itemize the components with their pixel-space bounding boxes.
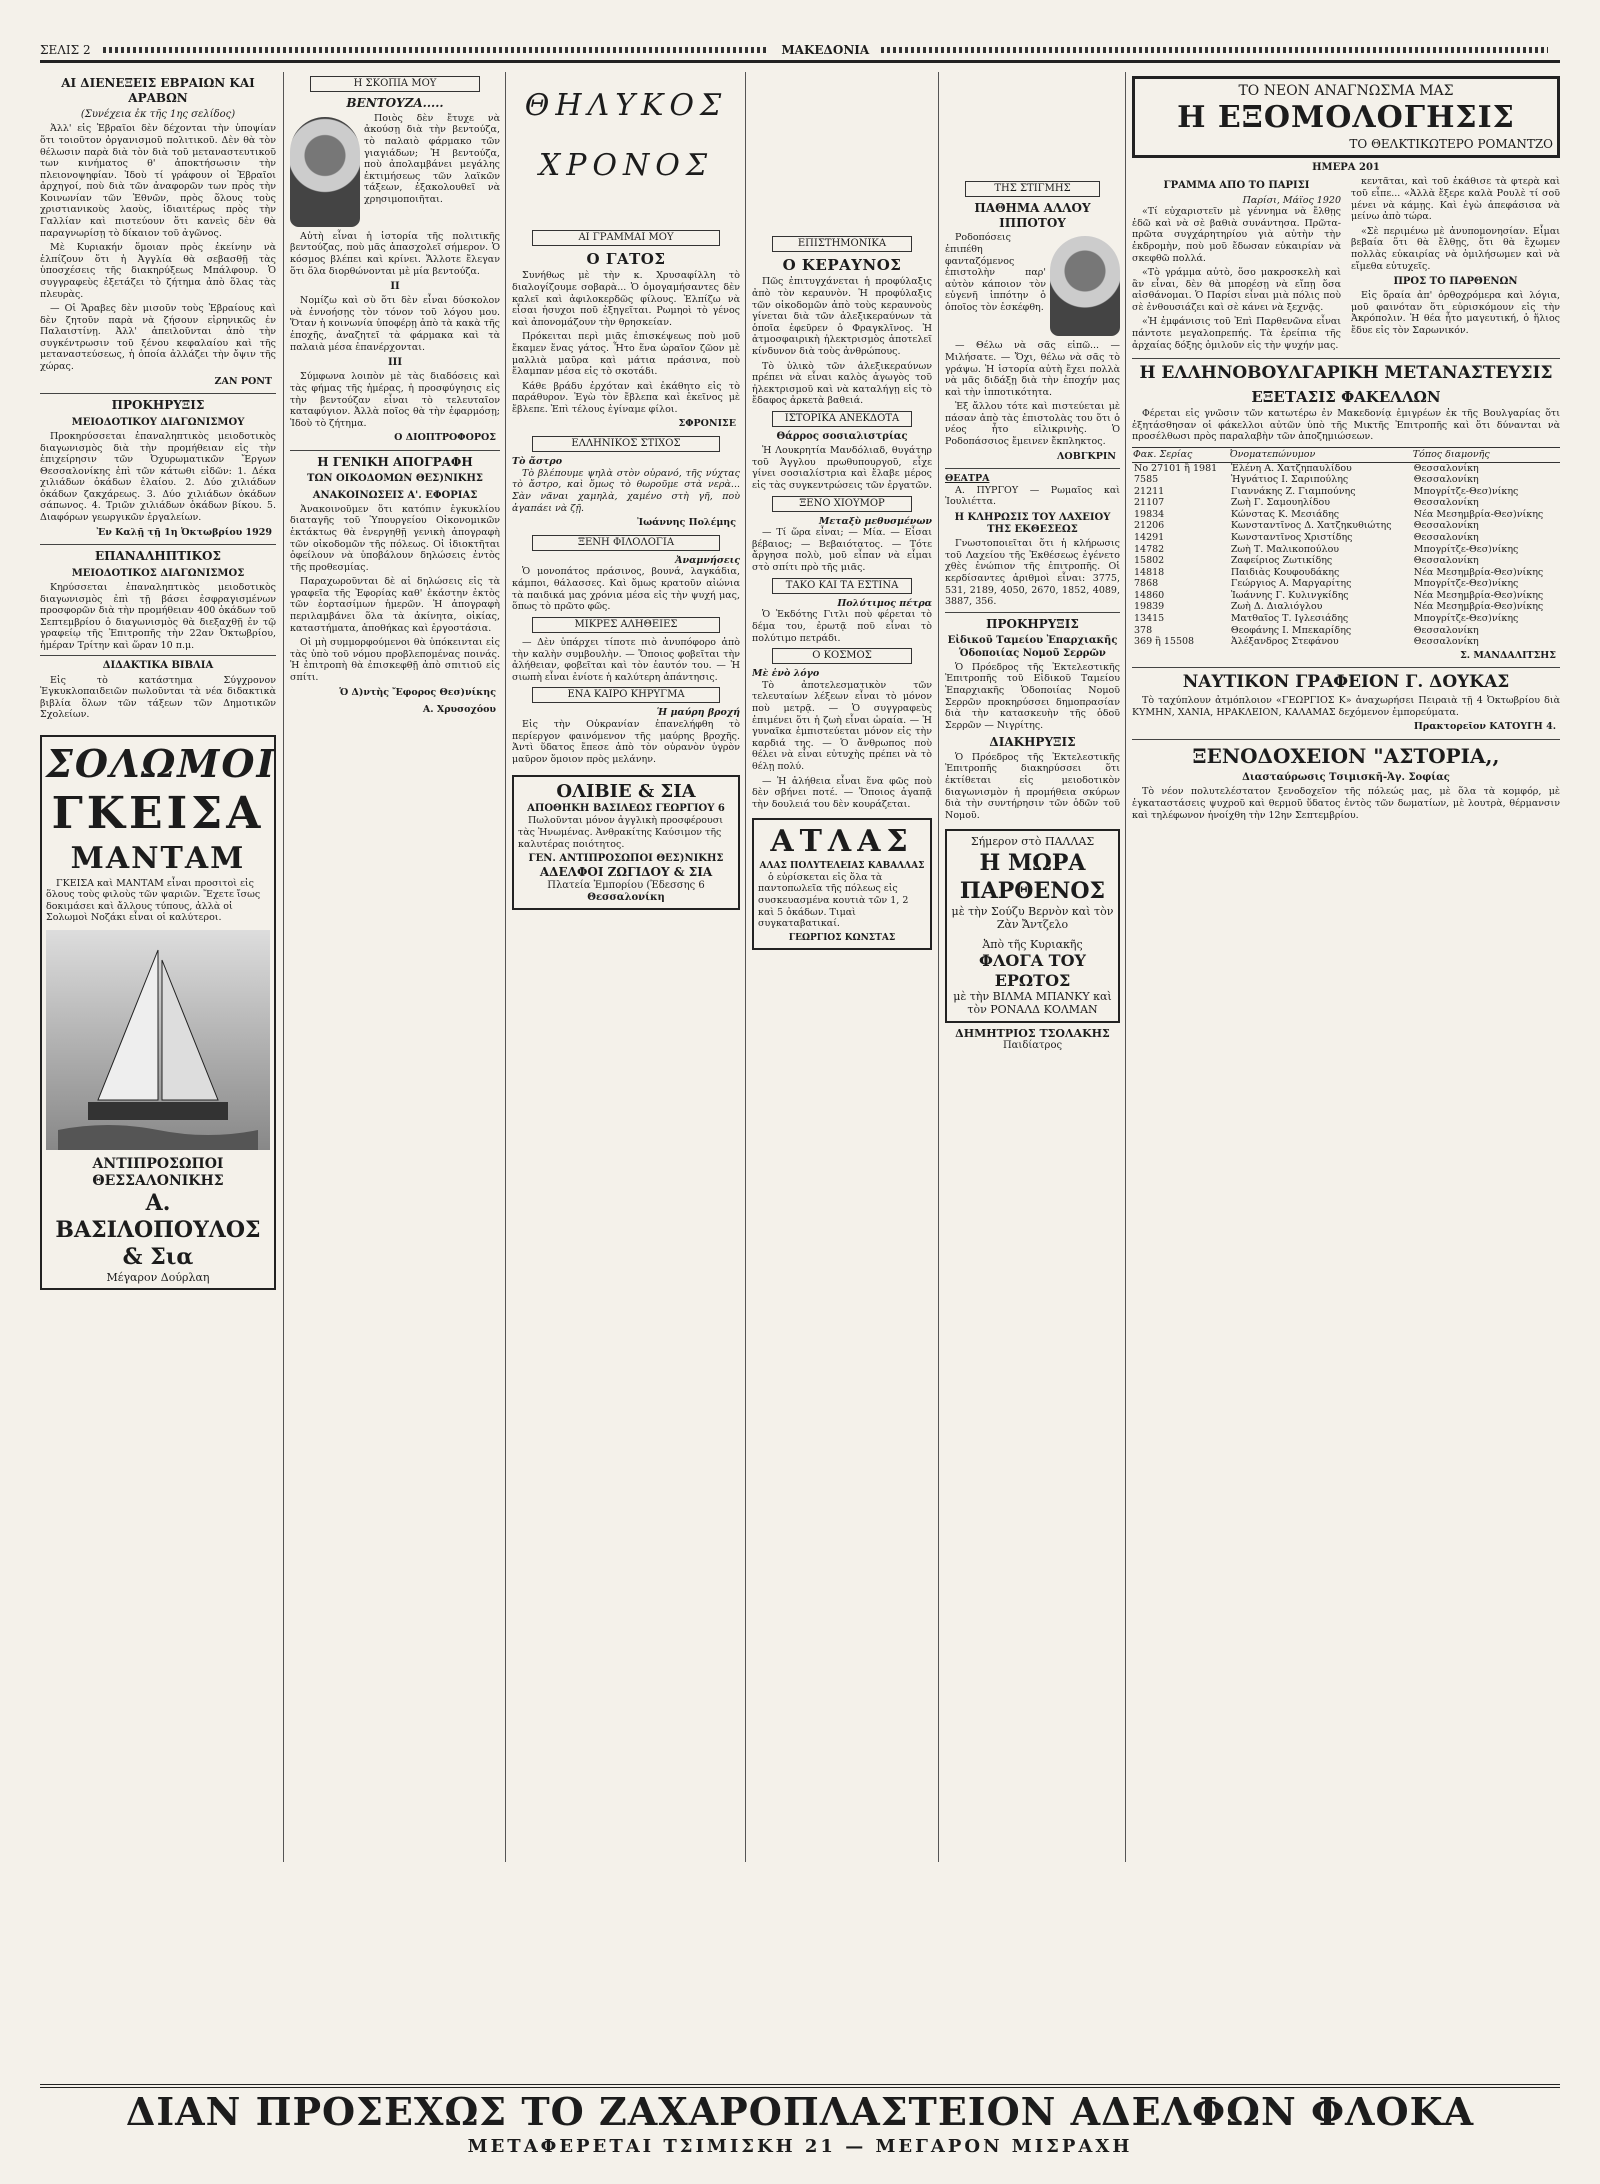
article-signature: ΛΟΒΓΚΡΙΝ [1057,450,1116,462]
table-row [1132,497,1560,509]
article-text: «Σὲ περιμένω μὲ ἀνυπομονησίαν. Εἶμαι βεβαία ὅτι θὰ ἔλθῃς, ὅτι θὰ ἔχωμεν πολλὰς εὐκαιρίας νὰ ὁμιλήσωμεν καὶ νὰ εἴμεθα εὐτυχεῖς. [1351,225,1560,272]
notice-title: ΠΡΟΚΗΡΥΞΙΣ [111,398,205,413]
column-1 [40,72,276,2072]
article-text: — Τί ὥρα εἶναι; — Μία. — Εἶσαι βέβαιος; — Βεβαιότατος. — Τότε ἄργησα πολὺ, μοῦ εἶπαν νὰ εἶμαι στὸ σπίτι πρὸ τῆς μιᾶς. [752,527,932,574]
table-cell: Θεσσαλονίκη [1413,636,1479,648]
article-text: Τὸ ὑλικὸ τῶν ἀλεξικεραύνων πρέπει νὰ εἶναι καλὸς ἀγωγὸς τοῦ ἠλεκτρισμοῦ καὶ νὰ καταλήγῃ εἰς τὸ ἔδαφος ἀρκετὰ βαθειά. [752,360,932,407]
table-row [1132,567,1560,579]
portrait-image [1050,236,1120,336]
table-cell: 369 ἢ 15508 [1134,636,1195,648]
advertisement-atlas [752,818,932,949]
letter-title: ΓΡΑΜΜΑ ΑΠΟ ΤΟ ΠΑΡΙΣΙ [1163,180,1310,192]
table-cell: Ζαφείριος Ζωτικίδης [1230,555,1333,567]
article-text: Πρόκειται περὶ μιᾶς ἐπισκέψεως ποὺ μοῦ ἔκαμεν ἕνας γάτος. Ἦτο ἕνα ὡραῖον ζῶον μὲ μαλλιὰ μαῦρα καὶ μάτια πράσινα, ποὺ ἔλαμπαν μέσα εἰς τὸ σκοτάδι. [512,331,740,378]
ad-firm: Α. ΒΑΣΙΛΟΠΟΥΛΟΣ & Σια [55,1190,261,1270]
divider [1132,739,1560,740]
table-cell: 21211 [1134,485,1165,497]
article-signature: Ο ΔΙΟΠΤΡΟΦΟΡΟΣ [394,432,496,444]
divider [945,468,1120,469]
article-title: Ἡ μαύρη βροχή [656,707,740,719]
table-cell: 7585 [1134,474,1159,486]
divider [40,544,276,545]
ship-illustration [46,930,270,1150]
column-rule [938,72,939,1862]
divider [40,655,276,656]
film-stars: μὲ τὴν ΒΙΛΜΑ ΜΠΑΝΚΥ καὶ τὸν ΡΟΝΑΛΔ ΚΟΛΜΑΝ [953,990,1112,1017]
table-row [1132,474,1560,486]
poem-title: Τὸ ἄστρο [512,456,563,468]
notice-text: Προκηρύσσεται ἐπαναληπτικὸς μειοδοτικὸς διαγωνισμὸς διὰ τὴν προμήθειαν εἰς τὴν ἐπιχείρησιν τῶν Ὀχυρωματικῶν Ἔργων Θεσσαλονίκης ἐπὶ τῶν κάτωθι εἰδῶν: 1. Δέκα χιλιάδων ὀκάδων ἐλαίου. 2. Δύο χιλιάδων ὀκάδων ζακχάρεως. 3. Δύο χιλιάδων ὀκάδων σάπωνος. 4. Τριῶν χιλιάδων ὀκάδων βίκου. 5. Διαφόρων γεωργικῶν ἐργαλείων. [40,430,276,524]
header-illustration [512,76,740,226]
column-rule [1125,72,1126,1862]
column-rule [283,72,284,1862]
poem-text: Τὸ βλέπουμε ψηλὰ στὸν οὐρανό, τῆς νύχτας τὸ ἄστρο, καὶ ὅμως τὸ θωροῦμε στὰ νερὰ... Σὰν νᾶναι χαμηλὰ, χαμένο στὴ γῆ, ποὺ ἀγαπάει νὰ ζῇ. [512,467,740,514]
article-text: Πῶς ἐπιτυγχάνεται ἡ προφύλαξις ἀπὸ τὸν κεραυνὸν. Ἡ προφύλαξις τῶν οἰκοδομῶν ἀπὸ τοὺς κεραυνοὺς γίνεται διὰ τῶν ἀλεξικεραύνων τὰ ὁποῖα ἐφεῦρεν ὁ Φραγκλῖνος. Ἡ ἀτμοσφαιρικὴ ἠλεκτρισμὸς ἀποτελεῖ κίνδυνον διὰ τοὺς ἀνθρώπους. [752,276,932,357]
masthead-rule-right [881,47,1548,53]
notice-subtitle: ΜΕΙΟΔΟΤΙΚΟΣ ΔΙΑΓΩΝΙΣΜΟΣ [71,567,245,579]
article-title: Θάρρος σοσιαλιστρίας [776,431,908,443]
bottom-banner-ad [40,2084,1560,2168]
table-cell: Ἑλένη Α. Χατζηπαυλίδου [1230,462,1352,474]
advertisement-solomoi [40,735,276,1290]
ad-headline: ΓΚΕΙΣΑ [51,788,265,840]
article-title: Ο ΚΕΡΑΥΝΟΣ [782,256,902,275]
table-row [1132,601,1560,613]
illustration-title: ΘΗΛΥΚΟΣ ΧΡΟΝΟΣ [524,88,728,183]
masthead-rule-left [103,47,770,53]
article-text: «Τὸ γράμμα αὐτὸ, ὅσο μακροσκελὴ καὶ ἂν εἶναι, δὲν θὰ μπορέσῃ νὰ εἴπῃ ὅσα αἰσθάνομαι. Ὁ Παρίσι εἶναι μιὰ πόλις ποὺ σὲ ἐνθουσιάζει καὶ σὲ κάνει νὰ ξεχνᾷς. [1132,267,1341,313]
table-row [1132,590,1560,602]
article-text: Αὐτὴ εἶναι ἡ ἱστορία τῆς πολιτικῆς βεντούζας, ποὺ μᾶς ἀπασχολεῖ σήμερον. Ὁ κόσμος βλέπει καὶ κρίνει. Ἄλλοτε ἔλεγαν ὅτι ὅλα διορθώνονται μὲ μία βεντούζα. [290,230,500,277]
table-cell: Θεσσαλονίκη [1413,462,1479,474]
table-cell: 19839 [1134,601,1165,613]
section-label: ΤΗΣ ΣΤΙΓΜΗΣ [965,181,1100,197]
day-number: ΗΜΕΡΑ 201 [1312,162,1380,174]
table-cell: Ἀλέξανδρος Στεφάνου [1230,636,1339,648]
table-cell: 15802 [1134,555,1165,567]
table-cell: Νο 27101 ἢ 1981 [1134,462,1218,474]
newspaper-name: ΜΑΚΕΔΟΝΙΑ [781,43,870,57]
table-cell: Θεσσαλονίκη [1413,532,1479,543]
ad-text: ΓΚΕΙΣΑ καὶ ΜΑΝΤΑΜ εἶναι προσιτοὶ εἰς ὅλους τοὺς φιλοὺς τῶν ψαριῶν. Ἔχετε ἴσως δοκιμάσει καὶ ἄλλους τύπους, ἀλλὰ οἱ Σολωμοὶ Νοζάκι εἶναι οἱ καλύτεροι. [46,877,261,924]
article-text: — Θέλω νὰ σᾶς εἰπῶ... — Μιλήσατε. — Ὄχι, θέλω νὰ σᾶς τὸ γράψω. Ἡ ἱστορία αὐτὴ ἔχει πολλὰ νὰ μᾶς διδάξῃ διὰ τὴν ἐποχήν μας καὶ τὴν ἱπποτικότητα. [945,340,1120,398]
section-label: ΞΕΝΟ ΧΙΟΥΜΟΡ [772,496,912,512]
table-cell: Θεσσαλονίκη [1413,474,1479,486]
table-cell: Ματθαῖος Τ. Ιγλεσιάδης [1230,613,1349,625]
table-cell: Μπογρίτζε-Θεσ)νίκης [1413,543,1519,555]
table-cell: 14291 [1134,532,1165,543]
banner-headline: ΔΙΑΝ ΠΡΟΣΕΧΩΣ ΤΟ ΖΑΧΑΡΟΠΛΑΣΤΕΙΟΝ ΑΔΕΛΦΩΝ ΦΛΟΚΑ [125,2089,1475,2134]
table-cell: Παιδιὰς Κουφουδάκης [1230,566,1340,578]
article-subtitle: ΑΝΑΚΟΙΝΩΣΕΙΣ Α'. ΕΦΟΡΙΑΣ [312,489,478,501]
serial-title: ΤΟ ΝΕΟΝ ΑΝΑΓΝΩΣΜΑ ΜΑΣ [1238,83,1454,99]
article-text: Τὸ ἀποτελεσματικὸν τῶν τελευταίων λέξεων εἶναι τὸ μόνον ποὺ μετρᾷ. — Ὁ συγγραφεὺς ἐπιμένει ὅτι ἡ ζωὴ εἶναι ὡραία. — Ἡ γυναῖκα ἐμπιστεύεται μόνον εἰς τὴν καρδιά της. — Ὁ ἄνθρωπος ποὺ θέλει νὰ εἶναι εὐτυχὴς πρέπει νὰ τὸ θέλῃ πολύ. [752,679,932,772]
article-text: Ὁ μονοπάτος πράσινος, βουνά, λαγκάδια, κάμποι, θάλασσες. Καὶ ὅμως κρατοῦν αἰώνια τὰ παιδικά μας χρόνια μέσα εἰς τὴν ψυχή μας, ὅπως τὸ πρῶτο φῶς. [512,566,740,613]
article-title: Η ΚΛΗΡΩΣΙΣ ΤΟΥ ΛΑΧΕΙΟΥ ΤΗΣ ΕΚΘΕΣΕΩΣ [954,511,1111,536]
table-cell: Μπογρίτζε-Θεσ)νίκης [1413,485,1519,497]
column-4 [752,72,932,2072]
table-cell: Θεσσαλονίκη [1413,555,1479,567]
table-row [1132,486,1560,498]
hotel-subtitle: Διασταύρωσις Τσιμισκῆ-Ἁγ. Σοφίας [1242,772,1450,784]
notice-title: ΠΡΟΚΗΡΥΞΙΣ [986,616,1079,631]
article-subtitle: ΕΞΕΤΑΣΙΣ ΦΑΚΕΛΛΩΝ [1251,387,1441,406]
section-label: Ο ΚΟΣΜΟΣ [772,648,912,664]
article-subtitle: (Συνέχεια ἐκ τῆς 1ης σελίδος) [80,109,236,121]
table-row [1132,555,1560,567]
section-label: ΘΕΑΤΡΑ [945,473,990,485]
article-text: Τὸ ταχύπλουν ἀτμόπλοιον «ΓΕΩΡΓΙΟΣ Κ» ἀναχωρήσει Πειραιὰ τῇ 4 Ὀκτωβρίου διὰ ΚΥΜΗΝ, ΧΑΝΙΑ, ΗΡΑΚΛΕΙΟΝ, ΚΑΛΑΜΑΣ δεχόμενον ἐμπορεύματα. [1132,695,1560,718]
film-title: Η ΜΩΡΑ ΠΑΡΘΕΝΟΣ [959,849,1106,904]
article-title: ΑΙ ΔΙΕΝΕΞΕΙΣ ΕΒΡΑΙΩΝ ΚΑΙ ΑΡΑΒΩΝ [61,76,255,105]
ad-text: ὁ εὐρίσκεται εἰς ὅλα τὰ παντοπωλεῖα τῆς πόλεως εἰς συσκευασμένα κουτιὰ τῶν 1, 2 καὶ 5 ὀκάδων. Τιμαὶ συγκαταβατικαί. [758,871,909,930]
article-title: Ο ΓΑΤΟΣ [586,250,666,269]
article-title: ΠΑΘΗΜΑ ΑΛΛΟΥ ΙΠΠΟΤΟΥ [974,201,1091,230]
divider [945,612,1120,613]
ad-firm: ΑΔΕΛΦΟΙ ΖΩΓΙΔΟΥ & ΣΙΑ [539,865,713,880]
article-title: ΒΕΝΤΟΥΖΑ..... [346,96,444,111]
advertisement-olivie [512,775,740,910]
table-row [1132,520,1560,532]
article-title: Η ΓΕΝΙΚΗ ΑΠΟΓΡΑΦΗ [317,454,473,469]
table-header: Τόπος διαμονῆς [1412,448,1490,460]
column-rule [745,72,746,1862]
serial-announcement [1132,76,1560,158]
table-cell: Ζωὴ Τ. Μαλικοπούλου [1230,543,1340,555]
column-3 [512,72,740,2072]
serial-subtitle: ΤΟ ΘΕΛΚΤΙΚΩΤΕΡΟ ΡΟΜΑΝΤΖΟ [1349,136,1553,151]
article-text: Ἀλλ' εἰς Ἑβραῖοι δὲν δέχονται τὴν ὑποψίαν ὅτι τοιοῦτον ὀργανισμοῦ πολιτικοῦ. Δὲν θὰ τὸν θέλωσιν παρὰ διὰ τὸν διὰ τοῦ μεταναστευτικοῦ των κινήματος θ' ἀποκτήσωσιν τὴν πλειονοψηφίαν. Ἰδοὺ τί γράφουν οἱ Ἑβραῖοι ἀρχηγοί, ποὺ διὰ τῶν ἀναφορῶν των πρὸς τὴν Κοινωνίαν τῶν Ἐθνῶν, πρὸς ὅλους τοὺς χριστιανικοὺς λαοὺς, ἰδιαιτέρως πρὸς τὴν Γαλλίαν καὶ πιστεύουν ὅτι κανεὶς δὲν θὰ παραγνωρίσῃ τὸ δίκαιον τοῦ ἀγῶνος. [40,123,276,239]
section-label: ΙΣΤΟΡΙΚΑ ΑΝΕΚΔΟΤΑ [772,411,912,427]
article-title: Η ΕΛΛΗΝΟΒΟΥΛΓΑΡΙΚΗ ΜΕΤΑΝΑΣΤΕΥΣΙΣ [1139,363,1553,384]
article-text: Σύμφωνα λοιπὸν μὲ τὰς διαδόσεις καὶ τὰς φήμας τῆς ἡμέρας, ἡ προσφύγησις εἰς τὴν βεντούζαν εἶναι τὸ τελευταῖον καταφύγιον. Ἀλλὰ ποῖος θὰ τὴν ἐφαρμόσῃ; Ἰδοὺ τὸ ζήτημα. [290,371,500,429]
ad-headline: ΣΟΛΩΜΟΙ [46,740,276,786]
column-2 [290,72,500,2072]
cinema-today: Σήμερον στὸ ΠΑΛΛΑΣ [970,835,1095,849]
cinema-from: Ἀπὸ τῆς Κυριακῆς [982,937,1083,951]
notice-date: Ἐν Καλῇ τῇ 1η Ὀκτωβρίου 1929 [96,526,272,538]
article-text: Μὲ Κυριακήν ὅμοιαν πρὸς ἐκείνην νὰ ἐλπίζουν ὅτι ἡ Ἀγγλία θὰ σεβασθῇ τὰς ὑποσχέσεις τῆς διακηρύξεως Μπάλφουρ. Ὁ συγγραφεὺς ἐξετάζει τὸ ζήτημα ἀπὸ ὅλας τὰς πλευρὰς. [40,242,276,300]
article-text: — Οἱ Ἄραβες δὲν μισοῦν τοὺς Ἑβραίους καὶ δὲν ζητοῦν παρὰ νὰ ζήσουν εἰρηνικῶς ἐν Παλαιστίνῃ. Ἀλλ' ἀπειλοῦνται ἀπὸ τὴν συγκέντρωσιν τοῦ ξένου κεφαλαίου καὶ τῆς μεταναστεύσεως, ἡ ὁποία ἀλλάζει τὴν ὄψιν τῆς χώρας. [40,303,276,372]
table-cell: Νέα Μεσημβρία-Θεσ)νίκης [1413,601,1544,613]
serial-name: Η ΕΞΟΜΟΛΟΓΗΣΙΣ [1177,100,1515,136]
ad-agents: ΓΕΝ. ΑΝΤΙΠΡΟΣΩΠΟΙ ΘΕΣ)ΝΙΚΗΣ [528,853,724,865]
column-rule [505,72,506,1862]
advertisement-pallas [945,829,1120,1022]
article-text: Ποιὸς δὲν ἔτυχε νὰ ἀκούσῃ διὰ τὴν βεντούζα, τὸ παλαιὸ φάρμακο τῶν γιαγιάδων; Ἡ βεντούζα, ποὺ ἀπολαμβάνει μεγάλης ἐκτιμήσεως τῶν λαϊκῶν τάξεων, ἐξακολουθεῖ νὰ χρησιμοποιῆται. [364,112,500,205]
table-row [1132,462,1560,474]
table-signature: Σ. ΜΑΝΔΑΛΙΤΣΗΣ [1460,649,1556,661]
ad-reps: ΑΝΤΙΠΡΟΣΩΠΟΙ ΘΕΣΣΑΛΟΝΙΚΗΣ [92,1155,224,1189]
table-row [1132,625,1560,637]
table-cell: Κωνσταντῖνος Χριστίδης [1230,532,1353,543]
table-cell: Νέα Μεσημβρία-Θεσ)νίκης [1413,508,1544,520]
article-title: ΝΑΥΤΙΚΟΝ ΓΡΑΦΕΙΟΝ Γ. ΔΟΥΚΑΣ [1182,672,1510,693]
ad-line: Παιδίατρος [1002,1040,1063,1052]
table-row [1132,532,1560,544]
caricature-image [290,117,360,227]
table-cell: Θεσσαλονίκη [1413,520,1479,532]
ad-name: ΑΤΛΑΣ [770,824,914,860]
poem-signature: Ἰωάννης Πολέμης [637,517,736,529]
ad-name: ΟΛΙΒΙΕ & ΣΙΑ [556,781,696,803]
hotel-title: ΞΕΝΟΔΟΧΕΙΟΝ "ΑΣΤΟΡΙΑ,, [1192,743,1500,768]
article-text: Ὁ Ἐκδότης Γιτλι ποὺ φέρεται τὸ δέμα του, ἐρωτᾷ ποῦ εἶναι τὸ πολύτιμο πετράδι. [752,609,932,644]
ad-city: Θεσσαλονίκη [587,892,665,904]
notice-text: Ὁ Πρόεδρος τῆς Ἐκτελεστικῆς Ἐπιτροπῆς τοῦ Εἰδικοῦ Ταμείου Ἐπαρχιακῆς Ὁδοποιίας Νομοῦ Σερρῶν προκηρύσσει δημοπρασίαν διὰ τὴν κατασκευὴν τῆς ὁδοῦ Σερρῶν — Νιγρίτης. [945,661,1120,731]
notice-text: Εἰς τὸ κατάστημα Σύγχρονον Ἐγκυκλοπαιδειῶν πωλοῦνται τὰ νέα διδακτικὰ βιβλία ὅλων τῶν τάξεων τῶν Δημοτικῶν Σχολείων. [40,674,276,721]
article-title: ΠΡΟΣ ΤΟ ΠΑΡΘΕΝΩΝ [1393,276,1518,288]
article-text: — Ἡ ἀλήθεια εἶναι ἕνα φῶς ποὺ δὲν σβήνει ποτέ. — Ὅποιος ἀγαπᾷ τὴν δουλειά του δὲν κουράζεται. [752,775,932,810]
page-number: ΣΕΛΙΣ 2 [40,43,91,57]
film-title: ΦΛΟΓΑ ΤΟΥ ΕΡΩΤΟΣ [979,950,1086,990]
article-text: Ροδοπόσεις ἐπιπέθη φανταζόμενος ἐπιστολὴν παρ' αὐτὸν κάποιον τὸν εὐγενῆ ἱππότην ὁ ὁποῖος τὸν ἐσκέφθη. [945,232,1046,313]
notice-signature: Ὁ Δ)ντὴς Ἔφορος Θεσ)νίκης [339,686,496,698]
table-cell: 14860 [1134,589,1165,601]
table-row [1132,613,1560,625]
table-body [1132,462,1560,648]
table-cell: Γεώργιος Α. Μαργαρίτης [1230,578,1352,590]
article-signature: Πρακτορεῖον ΚΑΤΟΥΓΗ 4. [1413,721,1556,733]
ad-text: Πωλοῦνται μόνον ἀγγλικὴ προσφέρουσι τὰς Ἡνωμένας. Ἀνθρακίτης Καύσιμον τῆς καλυτέρας ποιότητος. [518,815,723,850]
letter-date: Παρίσι, Μάϊος 1920 [1242,194,1341,206]
table-cell: Μπογρίτζε-Θεσ)νίκης [1413,613,1519,625]
column-5 [945,72,1120,2072]
banner-subline: ΜΕΤΑΦΕΡΕΤΑΙ ΤΣΙΜΙΣΚΗ 21 — ΜΕΓΑΡΟΝ ΜΙΣΡΑΧΗ [467,2136,1133,2157]
ad-sub: ΑΛΑΣ ΠΟΛΥΤΕΛΕΙΑΣ ΚΑΒΑΛΛΑΣ [759,860,925,871]
notice-text: Κηρύσσεται ἐπαναληπτικὸς μειοδοτικὸς διαγωνισμὸς ἐπὶ τῇ βάσει ἐσφραγισμένων προσφορῶν διὰ τὴν προμήθειαν 400 ὀκάδων τοῦ Σεπτεμβρίου ὁ διαγωνισμὸς θὰ διεξαχθῇ ἐν τῷ γραφείῳ τῆς Ἐπιτροπῆς τὴν 22αν Ὀκτωβρίου, ἡμέραν Τρίτην καὶ ὥραν 10 π.μ. [40,581,276,651]
article-signature: ΣΦΡΟΝΙΣΕ [678,418,736,430]
article-title: Ἀναμνήσεις [675,554,740,566]
table-row [1132,509,1560,521]
ad-owner: ΔΗΜΗΤΡΙΟΣ ΤΣΟΛΑΚΗΣ [955,1026,1110,1040]
notice-subtitle: Εἰδικοῦ Ταμείου Ἐπαρχιακῆς Ὁδοποιίας Νομοῦ Σερρῶν [947,635,1118,659]
table-cell: 19834 [1134,508,1165,520]
article-title: Μὲ ἑνὸ λόγο [752,668,820,680]
article-text: Φέρεται εἰς γνῶσιν τῶν κατωτέρω ἐν Μακεδονίᾳ ἐμιγρέων ἐκ τῆς Βουλγαρίας ὅτι ἐξητάσθησαν οἱ φάκελλοι αὐτῶν ὑπὸ τῆς Μικτῆς Ἐπιτροπῆς καὶ ὅτι δύνανται νὰ προσέλθωσι πρὸς παραλαβὴν τῶν ἀποζημιώσεων. [1132,408,1560,443]
section-label: ΕΝΑ ΚΑΙΡΟ ΚΗΡΥΓΜΑ [532,687,720,703]
table-cell: Θεσσαλονίκη [1413,624,1479,636]
table-cell: Ζωὴ Δ. Διαλιόγλου [1230,601,1323,613]
article-text: Τὸ νέον πολυτελέστατον ξενοδοχεῖον τῆς πόλεώς μας, μὲ ὅλα τὰ κομφόρ, μὲ ἐγκαταστάσεις ψυχροῦ καὶ θερμοῦ ὕδατος ἐντὸς τῶν δωματίων, μὲ λουτρὰ, θέρμανσιν καὶ τηλέφωνον ἠνοίχθη τὴν 12ην Σεπτεμβρίου. [1132,786,1560,821]
table-cell: 14782 [1134,543,1165,555]
section-label: Η ΣΚΟΠΙΑ ΜΟΥ [310,76,480,92]
table-header: Ὀνοματεπώνυμον [1229,448,1316,460]
article-text: Α. ΠΥΡΓΟΥ — Ρωμαῖος καὶ Ἰουλιέττα. [945,484,1120,508]
table-cell: Ἠγνάτιος Ι. Σαριπούλης [1230,474,1349,486]
table-cell: Ζωὴ Γ. Σαμουηλίδου [1230,497,1330,509]
article-text: Συνήθως μὲ τὴν κ. Χρυσαφίλλη τὸ διαλογίζουμε σοβαρὰ... Ὁ ὁμογαμήσαντες δὲν καλεῖ καὶ ἀφιλοκερδῶς φίλους. Ἐλπίζω νὰ εἶσαι ἡσυχοι ποῦ ἐξηγεῖται. Ρωμηοὶ τὸ γένος καὶ ἀπονομάζουν τὴν θρησκείαν. [512,270,740,328]
article-text: Νομίζω καὶ σὺ ὅτι δὲν εἶναι δύσκολον νὰ ἐννοήσῃς τὸν τόνον τοῦ λόγου μου. Ὅταν ἡ κοινωνία ὑποφέρῃ ἀπὸ τὰ κακὰ τῆς ἐποχῆς, ἀναζητεῖ τὰ φάρμακα καὶ τὰ παλαιὰ μέσα ἐπανέρχονται. [290,295,500,353]
divider [290,450,500,451]
table-cell: Κωνσταντῖνος Δ. Χατζηκυθιώτης [1230,520,1392,532]
section-label: ΤΑΚΟ ΚΑΙ ΤΑ ΕΣΤΙΝΑ [772,578,912,594]
table-cell: Γιαννάκης Ζ. Γιαμπούνης [1230,485,1356,497]
article-text: Ἡ Λουκρητία Μανδόλιαδ, θυγάτηρ τοῦ Ἀγγλου πρωθυπουργοῦ, εἶχε γίνει σοσιαλίστρια καὶ ἔλαβε μέρος εἰς τὰς συγκεντρώσεις τῶν ἐργατῶν. [752,445,932,491]
table-cell: 7868 [1134,578,1159,590]
ad-headline: ΜΑΝΤΑΜ [70,840,246,876]
article-text: Εἰς τὴν Οὐκρανίαν ἐπανελήφθη τὸ περίεργον φαινόμενον τῆς μαύρης βροχῆς. Ἀντὶ ὕδατος ἔπεσε ἀπὸ τὸν οὐρανὸν ὑγρὸν μαῦρον ὅμοιον πρὸς μελάνην. [512,719,740,765]
table-row [1132,636,1560,648]
column-6 [1132,72,1560,2072]
article-text: Παραχωροῦνται δὲ αἱ δηλώσεις εἰς τὰ γραφεῖα τῆς Ἐφορίας καθ' ἑκάστην ἐκτὸς τῶν ἑορτασίμων ἡμερῶν. Ἡ ἀπογραφὴ περιλαμβάνει ὅλα τὰ ἀκίνητα, οἰκίας, καταστήματα, ἀποθήκας καὶ ἐργοστάσια. [290,576,500,634]
table-cell: Θεσσαλονίκη [1413,497,1479,509]
ad-sub: ΑΠΟΘΗΚΗ ΒΑΣΙΛΕΩΣ ΓΕΩΡΓΙΟΥ 6 [527,803,725,815]
ad-sign: ΓΕΩΡΓΙΟΣ ΚΩΝΣΤΑΣ [788,932,896,943]
article-text: — Δὲν ὑπάρχει τίποτε πιὸ ἀνυπόφορο ἀπὸ τὴν καλὴν συμβουλὴν. — Ὅποιος φοβεῖται τὴν ἀλήθειαν, φοβεῖται καὶ τὸν ἑαυτόν του. — Ἡ σιωπὴ εἶναι ἐνίοτε ἡ καλύτερη ἀπάντησις. [512,636,740,683]
table-cell: 14818 [1134,566,1165,578]
article-text: Εἰς ὅραία ἀπ' ὀρθοχρόμερα καὶ λόγια, μοῦ φαινόταν ὅτι εὑρισκόμουν εἰς τὴν Ἀκρόπολιν. Ἡ θέα ἦτο μαγευτική, ὁ ἥλιος ἔδυε εἰς τὸν Σαρωνικόν. [1351,290,1560,337]
notice-title: ΔΙΔΑΚΤΙΚΑ ΒΙΒΛΙΑ [102,660,214,672]
table-cell: Ἰωάννης Γ. Κυλινγκίδης [1230,589,1349,601]
section-label: ΕΠΙΣΤΗΜΟΝΙΚΑ [772,236,912,252]
applicants-table [1132,447,1560,648]
section-label: ΑΙ ΓΡΑΜΜΑΙ ΜΟΥ [532,230,720,246]
table-cell: Μπογρίτζε-Θεσ)νίκης [1413,578,1519,590]
table-cell: Νέα Μεσημβρία-Θεσ)νίκης [1413,589,1544,601]
ad-address: Μέγαρον Δούρλαη [106,1270,210,1284]
article-text: Γνωστοποιεῖται ὅτι ἡ κλήρωσις τοῦ Λαχείου τῆς Ἐκθέσεως ἐγένετο χθὲς ἐνώπιον τῆς ἐπιτροπῆς. Οἱ κερδίσαντες ἀριθμοὶ εἶναι: 3775, 531, 2189, 4050, 2670, 1852, 4089, 3887, 356. [945,538,1120,608]
table-cell: Θεοφάνης Ι. Μπεκαρίδης [1230,624,1352,636]
article-text: «Ἡ ἐμφάνισις τοῦ Ἐπὶ Παρθενῶνα εἶναι πάντοτε μεγαλοπρεπής. Τὰ ἐρείπια τῆς ἀρχαίας δόξης ὁμιλοῦν εἰς τὴν ψυχήν μας. [1132,316,1341,351]
article-title: Μεταξὺ μεθυσμένων [818,515,932,527]
notice-text: Ὁ Πρόεδρος τῆς Ἐκτελεστικῆς Ἐπιτροπῆς διακηρύσσει ὅτι ἐκτίθεται εἰς μειοδοτικὸν διαγωνισμὸν ἡ προμήθεια σκύρων διὰ τὴν συντήρησιν τῶν ὁδῶν τοῦ Νομοῦ. [945,751,1120,821]
table-cell: 21206 [1134,520,1165,532]
article-text: «Τί εὐχαριστεῖν μὲ γέννημα νὰ ἔλθῃς ἐδῶ καὶ νὰ σὲ βαθιὰ συνάντησα. Πρῶτα-πρῶτα συγχάρητηρίου γιὰ αὐτὴν τὴν ἐκδρομὴν, ποὺ μοῦ ἔδωσαν εὐκαιρίαν νὰ σκεφθῶ πολλά. [1132,206,1341,264]
article-text: Ἐξ ἄλλου τότε καὶ πιστεύεται μὲ πάσαν ἀπὸ τὰς ἐπιστολὰς του ὅτι ὁ νέος ἦτο εἰλικρινὴς. Ὁ Ροδοπάσσιος ἔμεινεν ἔκπληκτος. [945,401,1120,448]
article-title: Πολύτιμος πέτρα [837,597,932,609]
table-header: Φακ. Σερίας [1133,448,1193,460]
notice-signature: Α. Χρυσοχόου [422,704,496,716]
divider [1132,667,1560,668]
table-cell: 13415 [1134,613,1165,625]
article-text: Ἀνακοινοῦμεν ὅτι κατόπιν ἐγκυκλίου διαταγῆς τοῦ Ὑπουργείου Οἰκονομικῶν ἐκτάκτως θὰ ἐνεργηθῇ γενικὴ ἀπογραφὴ τῶν οἰκοδομῶν τῆς πόλεως. Οἱ ἰδιοκτῆται ὀφείλουν νὰ ὑποβάλουν δηλώσεις ἐντὸς τῆς προθεσμίας. [290,503,500,573]
article-text: κεντᾶται, καὶ τοῦ ἐκάθισε τὰ φτερὰ καὶ τοῦ εἶπε... «Ἀλλὰ ἔξερε καλὰ Ρουλὲ τί σοῦ μένει νὰ κάμῃς. Καὶ ἐγὼ ἀπεφάσισα νὰ μείνω ἀπὸ τώρα. [1351,176,1560,223]
section-label: ΕΛΛΗΝΙΚΟΣ ΣΤΙΧΟΣ [532,436,720,452]
divider [1132,358,1560,359]
masthead [40,40,1560,63]
section-label: ΜΙΚΡΕΣ ΑΛΗΘΕΙΕΣ [532,617,720,633]
notice-title: ΔΙΑΚΗΡΥΞΙΣ [989,735,1076,750]
notice-subtitle: ΜΕΙΟΔΟΤΙΚΟΥ ΔΙΑΓΩΝΙΣΜΟΥ [71,416,245,428]
table-row [1132,544,1560,556]
roman-numeral: ΙΙΙ [387,357,403,369]
film-stars: μὲ τὴν Σούζυ Βερνὸν καὶ τὸν Ζὰν Ἄντζελο [951,904,1114,932]
divider [40,393,276,394]
table-row [1132,578,1560,590]
ad-place: Πλατεία Ἐμπορίου (Ἐδεσσης 6 [547,880,705,891]
article-subtitle: ΤΩΝ ΟΙΚΟΔΟΜΩΝ ΘΕΣ)ΝΙΚΗΣ [307,473,483,485]
section-label: ΞΕΝΗ ΦΙΛΟΛΟΓΙΑ [532,535,720,551]
table-cell: 21107 [1134,497,1165,509]
sailboat-icon [58,930,258,1150]
article-text: Κάθε βράδυ ἐρχόταν καὶ ἐκάθητο εἰς τὸ παράθυρον. Ἐγὼ τὸν ἔβλεπα καὶ ἐκεῖνος μὲ ἔβλεπε. Ἐπὶ τέλους ἐγίναμε φίλοι. [512,380,740,415]
table-cell: Νέα Μεσημβρία-Θεσ)νίκης [1413,566,1544,578]
table-cell: 378 [1134,624,1153,636]
roman-numeral: ΙΙ [390,281,400,293]
article-signature: ZAN PONT [214,375,272,387]
notice-title: ΕΠΑΝΑΛΗΠΤΙΚΟΣ [95,549,221,564]
article-text: Οἱ μὴ συμμορφούμενοι θὰ ὑπόκεινται εἰς τὰς ὑπὸ τοῦ νόμου προβλεπομένας ποινάς. Ἡ ἐπιτροπὴ θὰ ἐπισκεφθῇ ἀπὸ σπιτιοῦ εἰς σπίτι. [290,637,500,683]
table-cell: Κώνστας Κ. Μεσιάδης [1230,508,1340,520]
